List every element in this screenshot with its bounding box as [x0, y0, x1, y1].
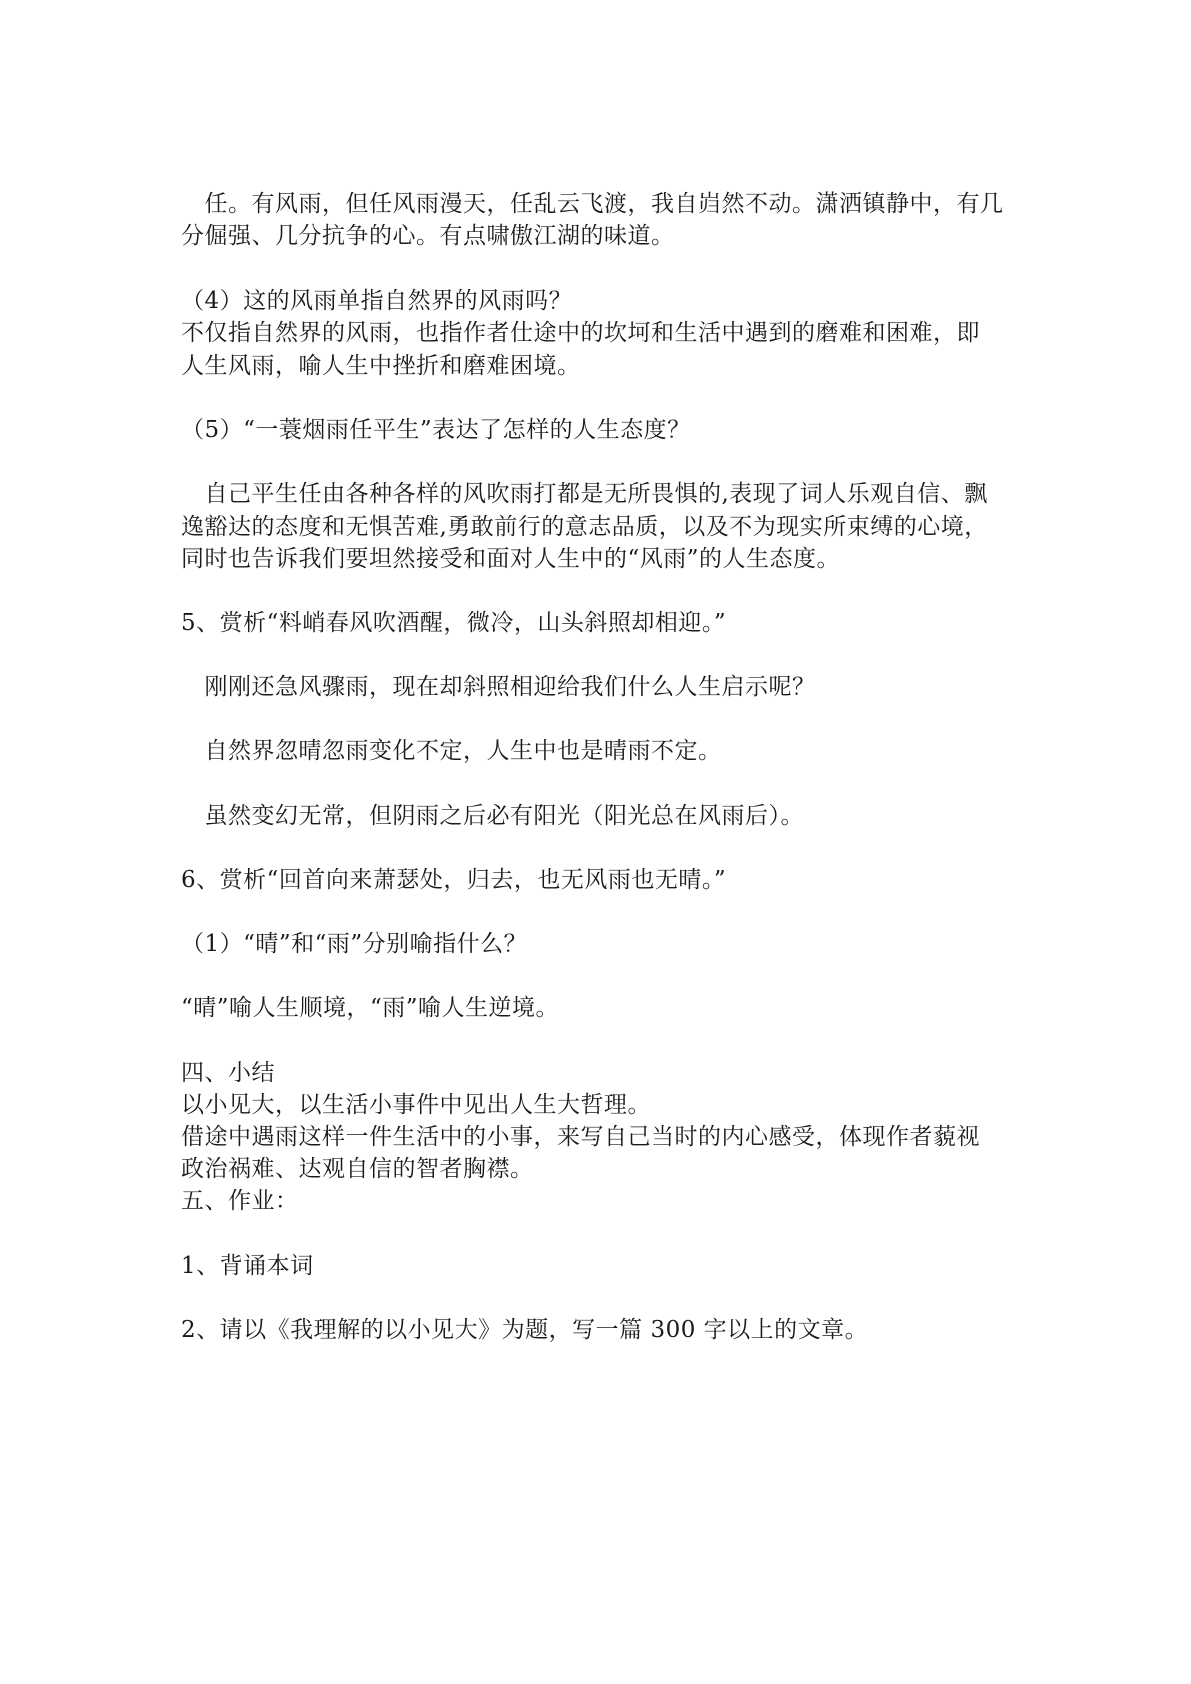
paragraph-line: 刚刚还急风骤雨，现在却斜照相迎给我们什么人生启示呢？: [181, 674, 816, 700]
question-heading: （1）“晴”和“雨”分别喻指什么？: [181, 931, 528, 957]
paragraph-line: “晴”喻人生顺境，“雨”喻人生逆境。: [181, 995, 560, 1021]
paragraph-line: 以小见大，以生活小事件中见出人生大哲理。: [181, 1092, 651, 1118]
paragraph-line: 自然界忽晴忽雨变化不定，人生中也是晴雨不定。: [181, 738, 722, 764]
paragraph-line: 政治祸难、达观自信的智者胸襟。: [181, 1156, 534, 1182]
homework-item: 1、背诵本词: [181, 1253, 314, 1279]
homework-item: 2、请以《我理解的以小见大》为题，写一篇 300 字以上的文章。: [181, 1317, 869, 1343]
paragraph-line: 借途中遇雨这样一件生活中的小事，来写自己当时的内心感受，体现作者藐视: [181, 1124, 980, 1150]
paragraph-line: 不仅指自然界的风雨，也指作者仕途中的坎坷和生活中遇到的磨难和困难，即: [181, 320, 980, 346]
section-heading: 四、小结: [181, 1060, 275, 1086]
question-heading: （4）这的风雨单指自然界的风雨吗？: [181, 288, 573, 314]
paragraph-line: 逸豁达的态度和无惧苦难,勇敢前行的意志品质，以及不为现实所束缚的心境，: [181, 514, 988, 540]
section-heading: 6、赏析“回首向来萧瑟处，归去，也无风雨也无晴。”: [181, 867, 727, 893]
paragraph-line: 虽然变幻无常，但阴雨之后必有阳光（阳光总在风雨后）。: [181, 803, 804, 829]
section-heading: 5、赏析“料峭春风吹酒醒，微冷，山头斜照却相迎。”: [181, 610, 727, 636]
paragraph-line: 同时也告诉我们要坦然接受和面对人生中的“风雨”的人生态度。: [181, 546, 841, 572]
paragraph-line: 人生风雨，喻人生中挫折和磨难困境。: [181, 353, 581, 379]
section-heading: 五、作业：: [181, 1188, 299, 1214]
paragraph-line: 分倔强、几分抗争的心。有点啸傲江湖的味道。: [181, 223, 675, 249]
question-heading: （5）“一蓑烟雨任平生”表达了怎样的人生态度？: [181, 417, 691, 443]
paragraph-line: 任。有风雨，但任风雨漫天，任乱云飞渡，我自岿然不动。潇洒镇静中，有几: [181, 191, 1004, 217]
paragraph-line: 自己平生任由各种各样的风吹雨打都是无所畏惧的,表现了词人乐观自信、飘: [181, 481, 988, 507]
